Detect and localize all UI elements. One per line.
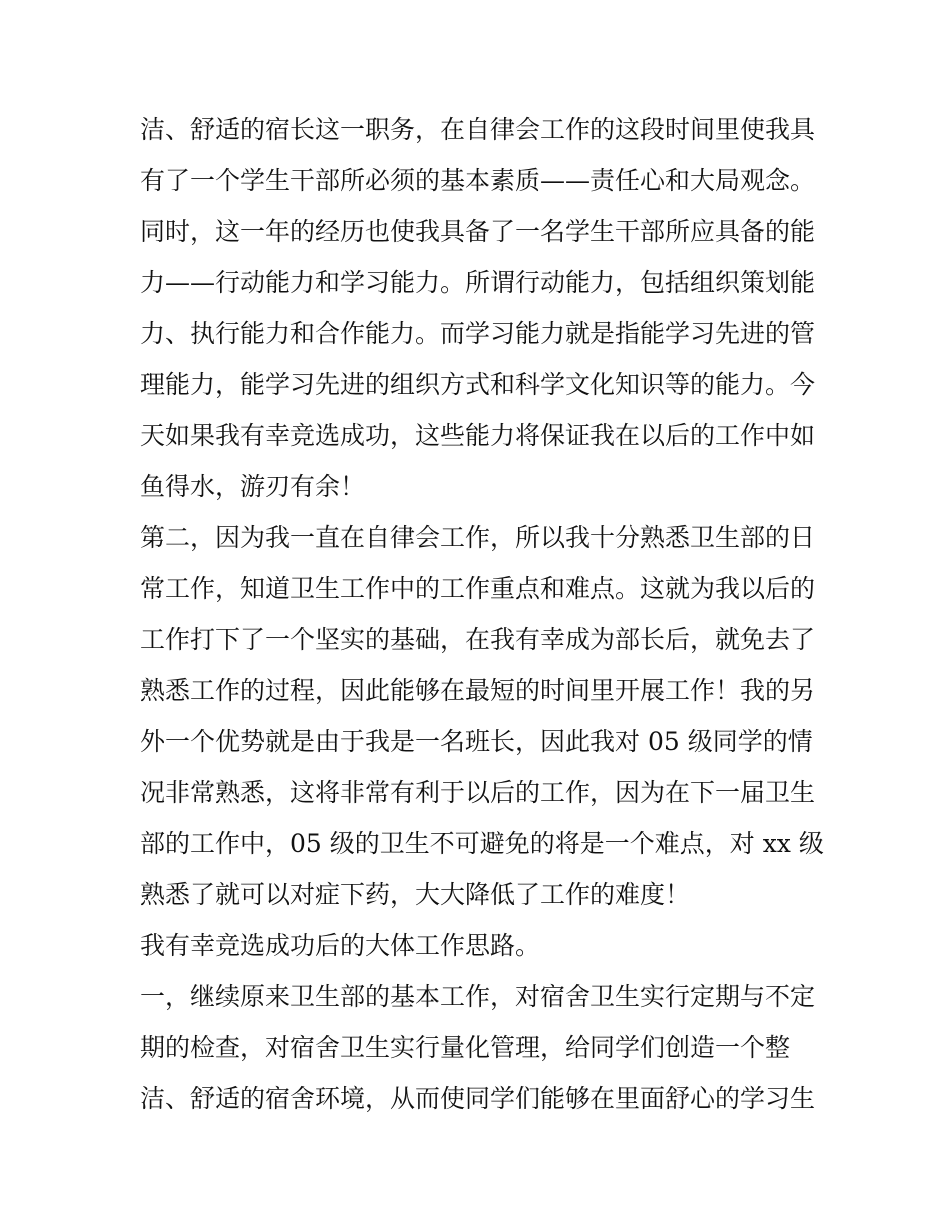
text-line: 熟悉了就可以对症下药，大大降低了工作的难度！ — [140, 880, 691, 909]
text-line: 熟悉工作的过程，因此能够在最短的时间里开展工作！我的另 — [140, 676, 816, 705]
text-line: 同时，这一年的经历也使我具备了一名学生干部所应具备的能 — [140, 217, 816, 246]
text-line: 工作打下了一个坚实的基础，在我有幸成为部长后，就免去了 — [140, 625, 816, 654]
text-line: 常工作，知道卫生工作中的工作重点和难点。这就为我以后的 — [140, 574, 816, 603]
text-line: 力、执行能力和合作能力。而学习能力就是指能学习先进的管 — [140, 319, 816, 348]
body-text — [140, 104, 824, 1124]
text-line: 一，继续原来卫生部的基本工作，对宿舍卫生实行定期与不定 — [140, 982, 816, 1011]
text-line: 有了一个学生干部所必须的基本素质——责任心和大局观念。 — [140, 166, 816, 195]
text-line: 期的检查，对宿舍卫生实行量化管理，给同学们创造一个整 — [140, 1033, 791, 1062]
text-line: 第二，因为我一直在自律会工作，所以我十分熟悉卫生部的日 — [140, 523, 816, 552]
text-line: 我有幸竞选成功后的大体工作思路。 — [140, 931, 541, 960]
text-line: 洁、舒适的宿长这一职务，在自律会工作的这段时间里使我具 — [140, 115, 816, 144]
text-line: 理能力，能学习先进的组织方式和科学文化知识等的能力。今 — [140, 370, 816, 399]
text-line: 况非常熟悉，这将非常有利于以后的工作，因为在下一届卫生 — [140, 778, 816, 807]
text-line: 部的工作中，05 级的卫生不可避免的将是一个难点，对 xx 级 — [140, 829, 824, 858]
text-line: 天如果我有幸竞选成功，这些能力将保证我在以后的工作中如 — [140, 421, 816, 450]
text-line: 外一个优势就是由于我是一名班长，因此我对 05 级同学的情 — [140, 727, 813, 756]
text-line: 洁、舒适的宿舍环境，从而使同学们能够在里面舒心的学习生 — [140, 1084, 816, 1113]
text-line: 力——行动能力和学习能力。所谓行动能力，包括组织策划能 — [140, 268, 816, 297]
text-line: 鱼得水，游刃有余！ — [140, 472, 366, 501]
